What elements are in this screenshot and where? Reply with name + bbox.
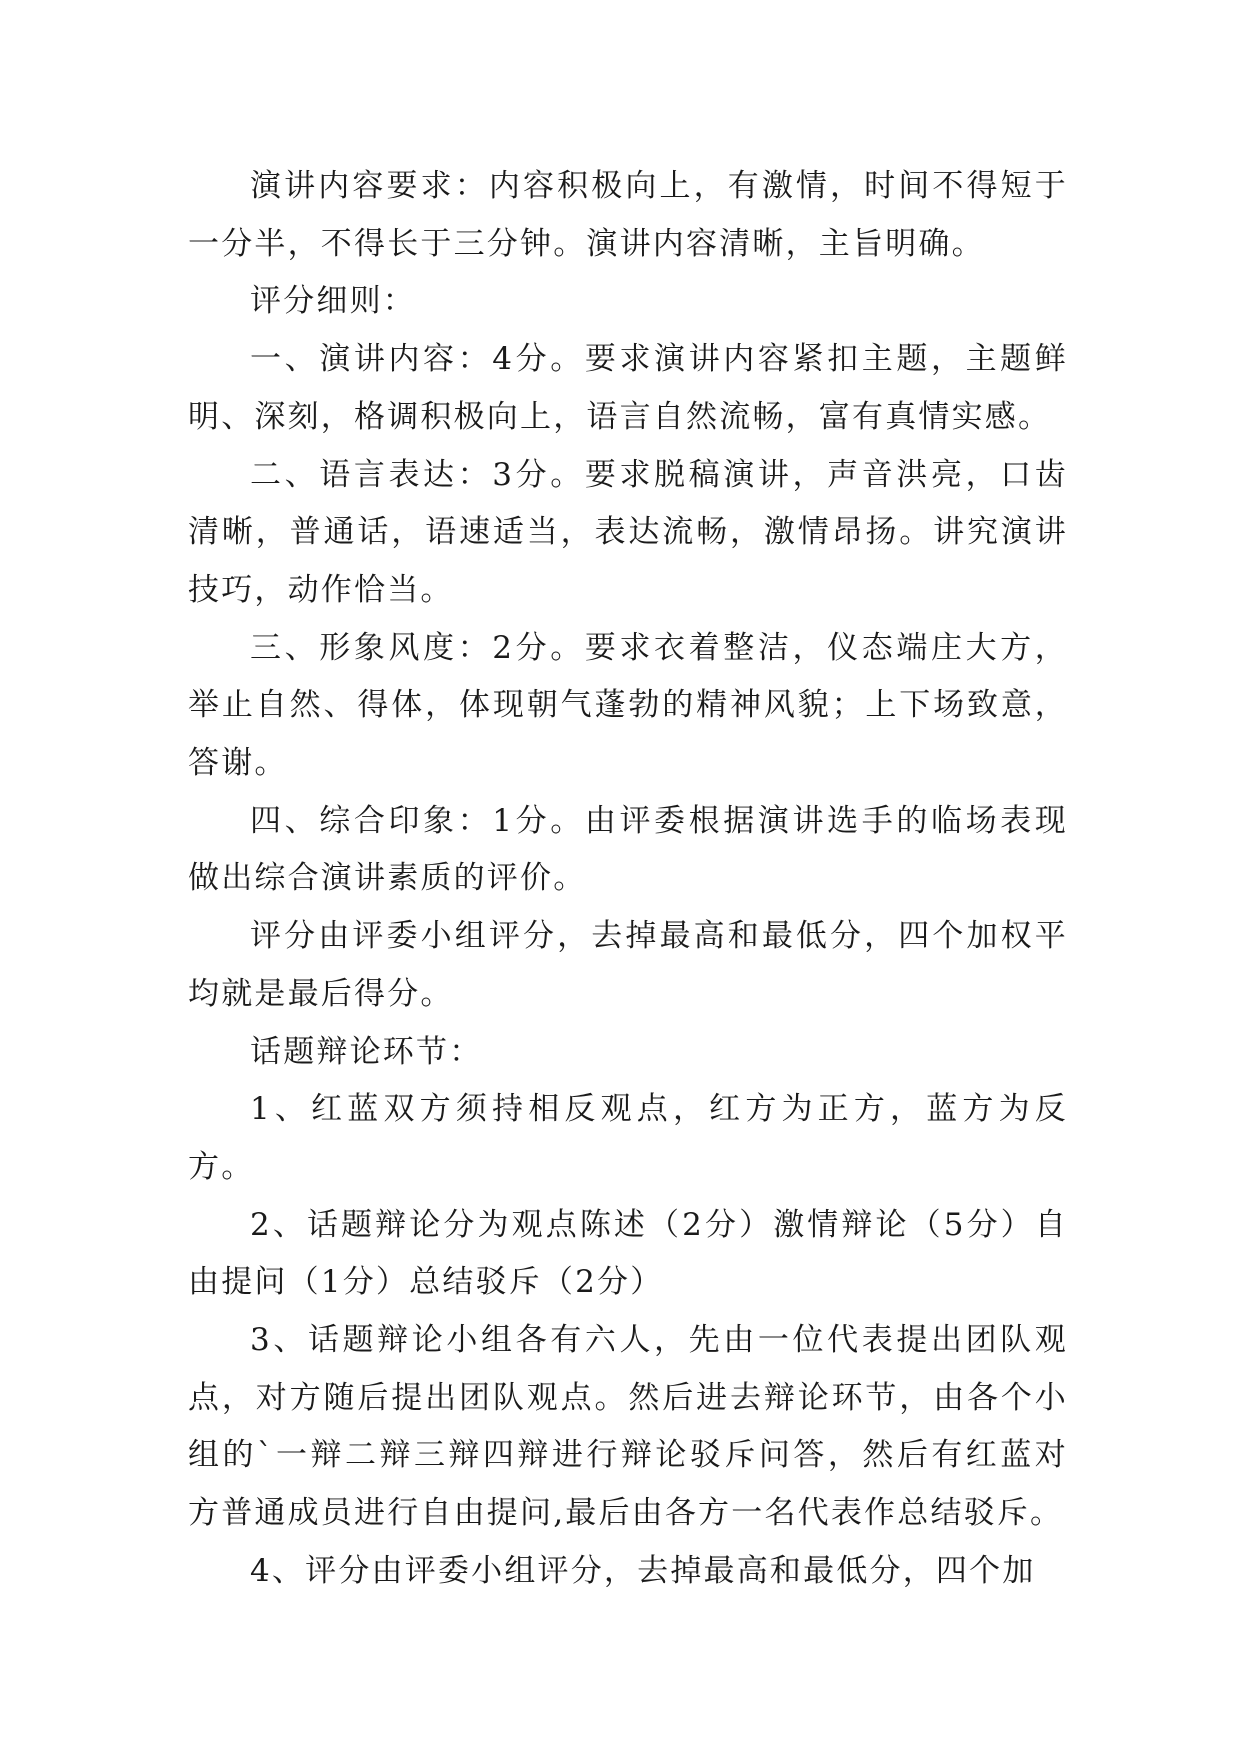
- paragraph-rule-appearance: 三、形象风度：2分。要求衣着整洁，仪态端庄大方，举止自然、得体，体现朝气蓬勃的精神风貌；上下场致意，答谢。: [188, 629, 1068, 782]
- paragraph-speech-requirements: 演讲内容要求：内容积极向上，有激情，时间不得短于一分半，不得长于三分钟。演讲内容清晰，主旨明确。: [188, 168, 1068, 262]
- paragraph-scoring-method: 评分由评委小组评分，去掉最高和最低分，四个加权平均就是最后得分。: [188, 918, 1068, 1012]
- paragraph-scoring-rules-heading: 评分细则：: [250, 283, 416, 320]
- paragraph-debate-heading: 话题辩论环节：: [250, 1033, 483, 1070]
- paragraph-rule-impression: 四、综合印象：1分。由评委根据演讲选手的临场表现做出综合演讲素质的评价。: [188, 802, 1068, 897]
- paragraph-rule-content: 一、演讲内容：4分。要求演讲内容紧扣主题，主题鲜明、深刻，格调积极向上，语言自然流畅，富有真情实感。: [188, 341, 1068, 435]
- paragraph-debate-item-3: 3、话题辩论小组各有六人，先由一位代表提出团队观点，对方随后提出团队观点。然后进去辩论环节，由各个小组的`一辩二辩三辩四辩进行辩论驳斥问答，然后有红蓝对方普通成员进行自由提问,最后由各方一名代表作总结驳斥。: [188, 1322, 1068, 1532]
- paragraph-debate-item-2: 2、话题辩论分为观点陈述（2分）激情辩论（5分）自由提问（1分）总结驳斥（2分）: [188, 1206, 1068, 1301]
- paragraph-debate-item-1: 1、红蓝双方须持相反观点，红方为正方，蓝方为反方。: [188, 1091, 1068, 1185]
- paragraph-rule-language: 二、语言表达：3分。要求脱稿演讲，声音洪亮，口齿清晰，普通话，语速适当，表达流畅，激情昂扬。讲究演讲技巧，动作恰当。: [188, 456, 1068, 608]
- document-body: [188, 158, 1068, 1601]
- paragraph-debate-item-4: 4、评分由评委小组评分，去掉最高和最低分，四个加: [250, 1552, 1036, 1589]
